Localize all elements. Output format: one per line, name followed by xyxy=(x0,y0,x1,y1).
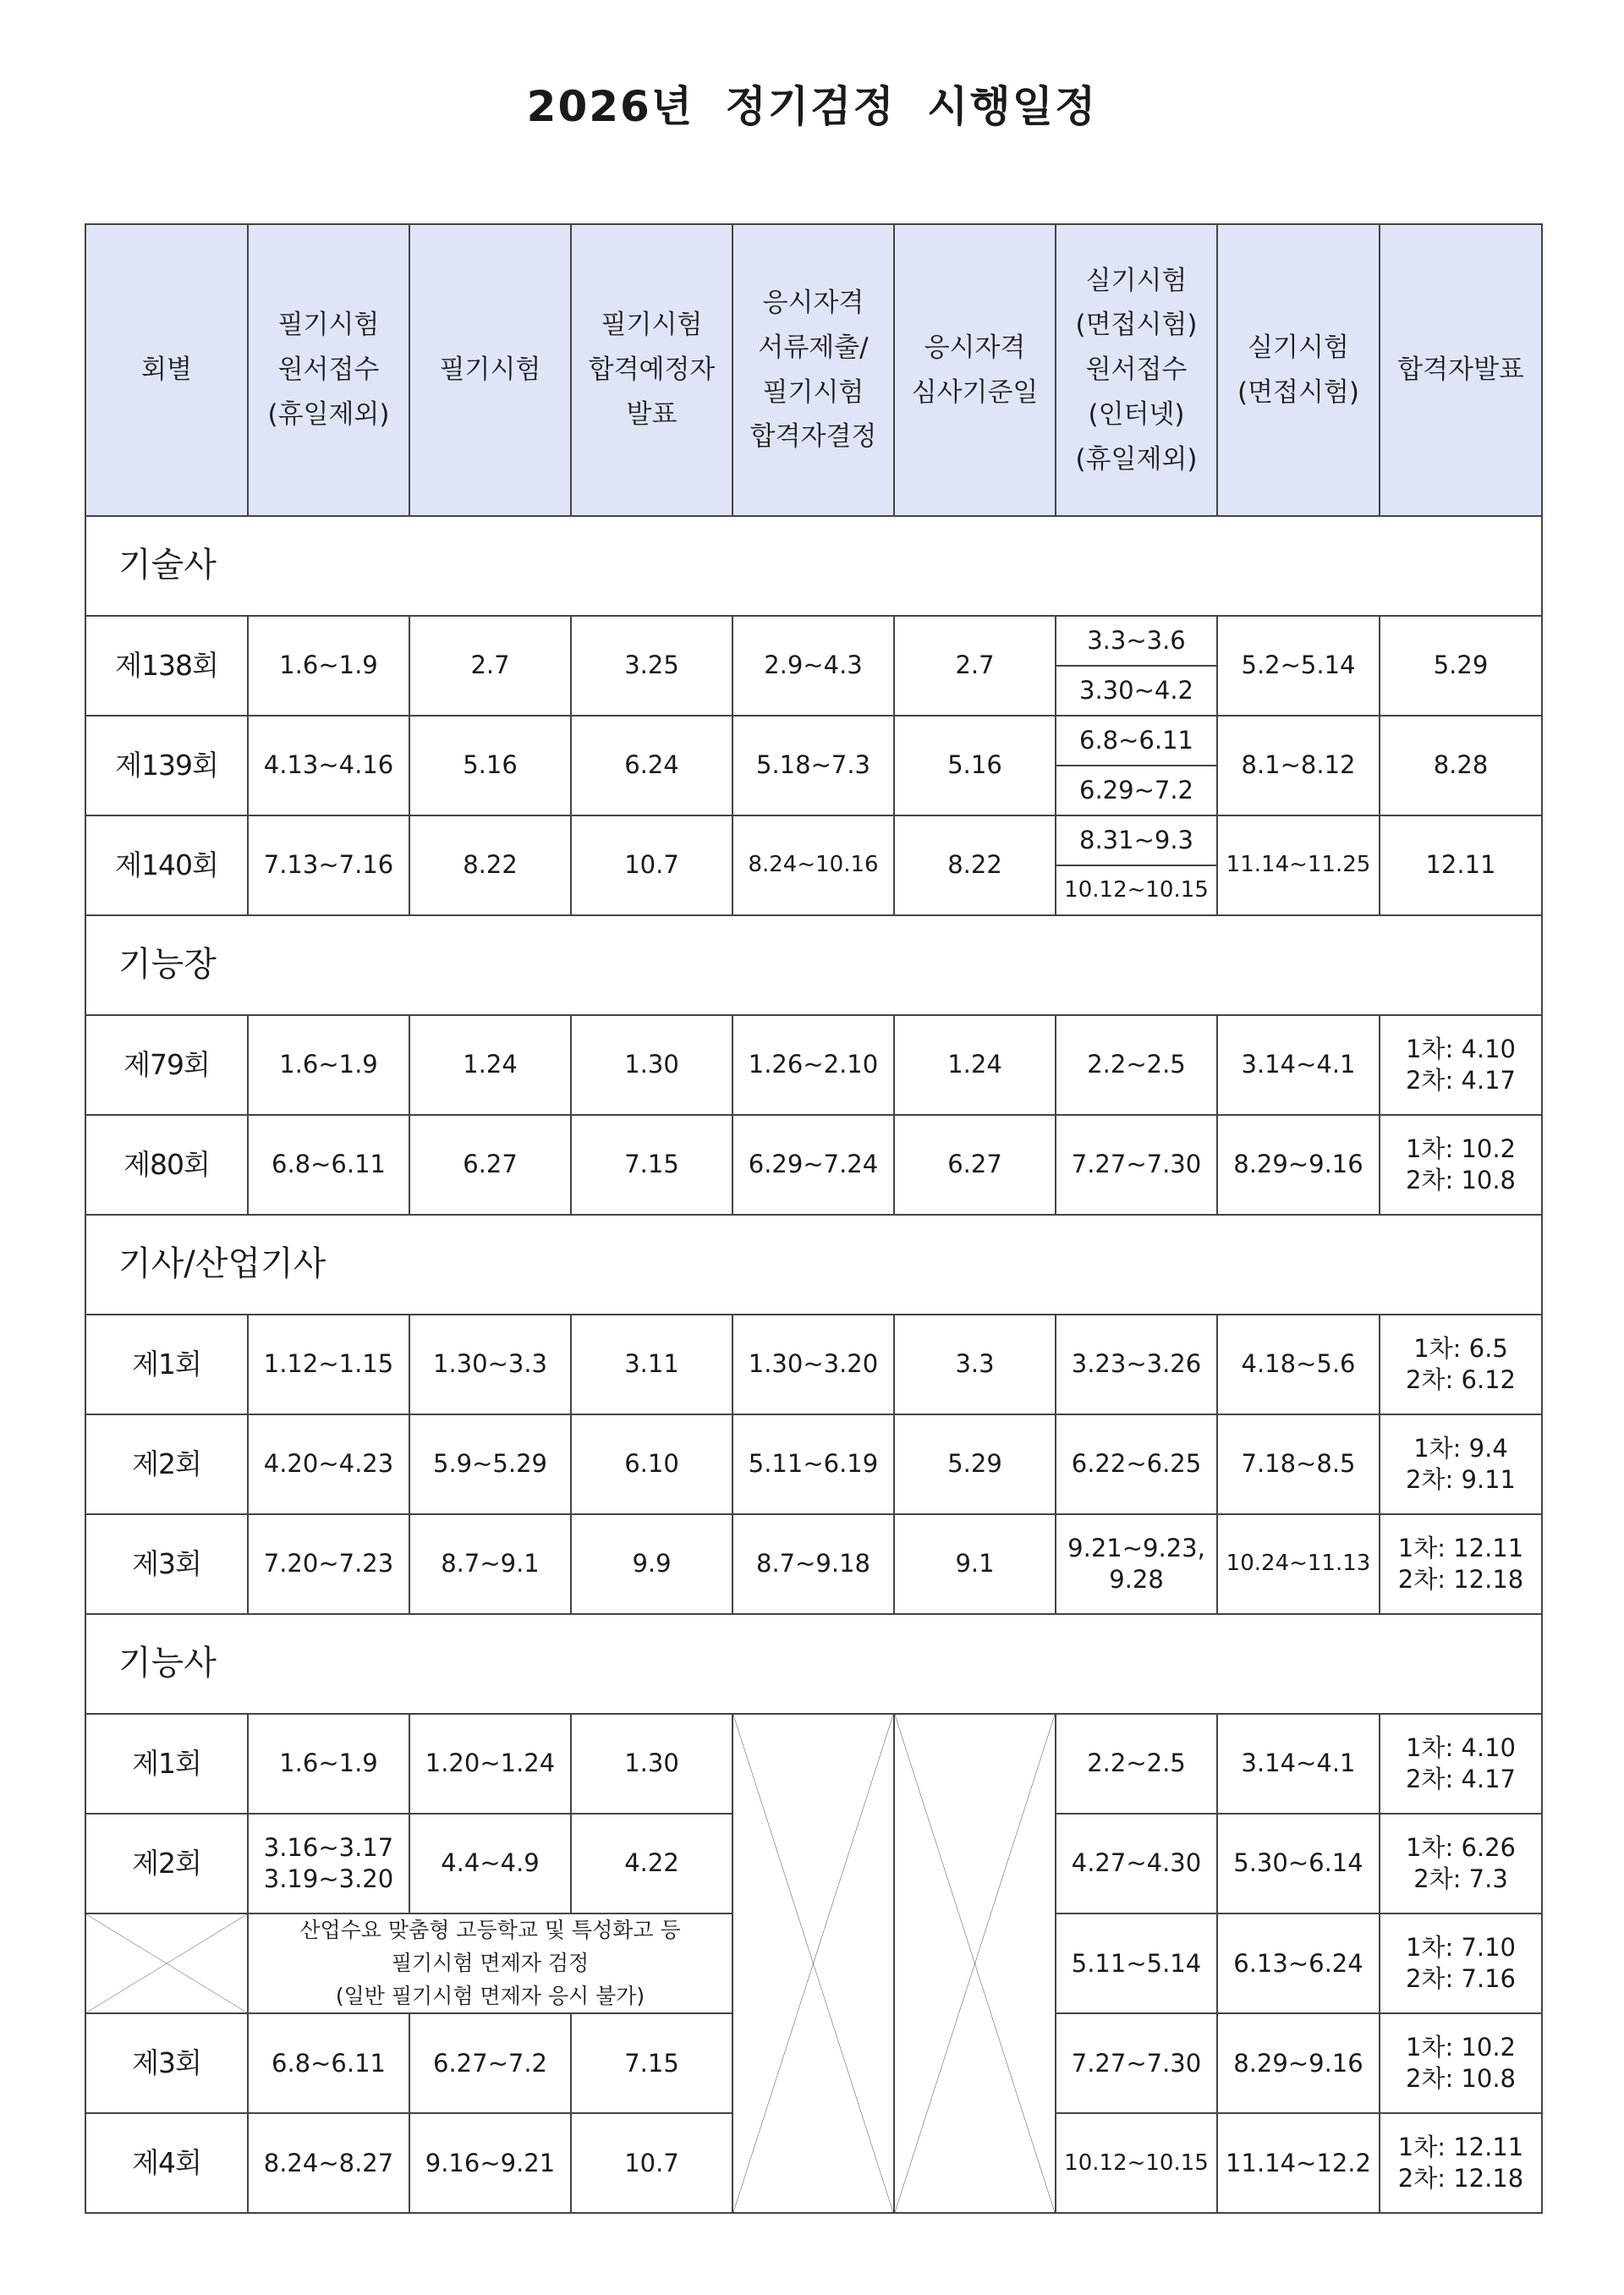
round-cell: 제2회 xyxy=(85,1814,248,1913)
documents-cell: 5.18~7.3 xyxy=(732,716,894,815)
practical-apply-cell: 9.21~9.23, 9.28 xyxy=(1056,1514,1217,1614)
exemption-note: 산업수요 맞춤형 고등학교 및 특성화고 등 필기시험 면제자 검정 (일반 필기시험 면제자 응시 불가) xyxy=(248,1913,732,2013)
final-result-cell: 12.11 xyxy=(1380,815,1542,915)
written-apply-cell: 3.16~3.17 3.19~3.20 xyxy=(248,1814,409,1913)
documents-cell: 8.24~10.16 xyxy=(732,815,894,915)
basis-date-cell: 1.24 xyxy=(894,1015,1056,1115)
table-row xyxy=(85,1015,1542,1115)
round-cell: 제1회 xyxy=(85,1315,248,1414)
header-practical-apply: 실기시험 (면접시험) 원서접수 (인터넷) (휴일제외) xyxy=(1056,224,1217,516)
practical-apply-cell: 3.3~3.6 xyxy=(1056,616,1217,666)
documents-cell: 1.26~2.10 xyxy=(732,1015,894,1115)
practical-exam-cell: 4.18~5.6 xyxy=(1217,1315,1380,1414)
table-row xyxy=(85,716,1542,766)
round-cell: 제1회 xyxy=(85,1714,248,1814)
written-pass-cell: 10.7 xyxy=(571,2113,732,2213)
round-cell: 제138회 xyxy=(85,616,248,716)
final-result-cell: 1차: 10.2 2차: 10.8 xyxy=(1380,2013,1542,2113)
header-written-pass: 필기시험 합격예정자 발표 xyxy=(571,224,732,516)
documents-cell: 1.30~3.20 xyxy=(732,1315,894,1414)
written-apply-cell: 1.6~1.9 xyxy=(248,1015,409,1115)
final-result-cell: 1차: 12.11 2차: 12.18 xyxy=(1380,1514,1542,1614)
written-exam-cell: 5.9~5.29 xyxy=(409,1414,571,1514)
practical-exam-cell: 5.30~6.14 xyxy=(1217,1814,1380,1913)
written-apply-cell: 1.12~1.15 xyxy=(248,1315,409,1414)
cross-out-mark xyxy=(86,1914,247,2012)
final-result-cell: 1차: 12.11 2차: 12.18 xyxy=(1380,2113,1542,2213)
written-pass-cell: 1.30 xyxy=(571,1714,732,1814)
practical-exam-cell: 3.14~4.1 xyxy=(1217,1015,1380,1115)
written-pass-cell: 6.10 xyxy=(571,1414,732,1514)
documents-cell: 6.29~7.24 xyxy=(732,1115,894,1215)
written-pass-cell: 7.15 xyxy=(571,2013,732,2113)
final-result-cell: 1차: 6.26 2차: 7.3 xyxy=(1380,1814,1542,1913)
written-pass-cell: 3.11 xyxy=(571,1315,732,1414)
practical-apply-cell: 5.11~5.14 xyxy=(1056,1913,1217,2013)
final-result-cell: 1차: 7.10 2차: 7.16 xyxy=(1380,1913,1542,2013)
page-title: 2026년 정기검정 시행일정 xyxy=(526,82,1098,131)
header-final-result: 합격자발표 xyxy=(1380,224,1542,516)
basis-date-cell: 6.27 xyxy=(894,1115,1056,1215)
practical-apply-cell: 10.12~10.15 xyxy=(1056,2113,1217,2213)
written-exam-cell: 1.30~3.3 xyxy=(409,1315,571,1414)
section-heading: 기술사 xyxy=(85,516,1542,616)
not-applicable-cell xyxy=(732,1714,894,2213)
practical-apply-cell: 7.27~7.30 xyxy=(1056,2013,1217,2113)
table-row xyxy=(85,1315,1542,1414)
header-row xyxy=(85,224,1542,516)
cross-out-mark xyxy=(895,1715,1055,2212)
practical-apply-cell: 7.27~7.30 xyxy=(1056,1115,1217,1215)
practical-apply-cell: 3.30~4.2 xyxy=(1056,666,1217,716)
written-exam-cell: 8.22 xyxy=(409,815,571,915)
table-row xyxy=(85,1414,1542,1514)
practical-exam-cell: 11.14~11.25 xyxy=(1217,815,1380,915)
practical-apply-cell: 2.2~2.5 xyxy=(1056,1714,1217,1814)
exam-schedule-table xyxy=(85,223,1543,2214)
round-cell: 제4회 xyxy=(85,2113,248,2213)
final-result-cell: 1차: 6.5 2차: 6.12 xyxy=(1380,1315,1542,1414)
final-result-cell: 1차: 4.10 2차: 4.17 xyxy=(1380,1015,1542,1115)
final-result-cell: 1차: 4.10 2차: 4.17 xyxy=(1380,1714,1542,1814)
documents-cell: 8.7~9.18 xyxy=(732,1514,894,1614)
final-result-cell: 1차: 9.4 2차: 9.11 xyxy=(1380,1414,1542,1514)
basis-date-cell: 2.7 xyxy=(894,616,1056,716)
written-apply-cell: 1.6~1.9 xyxy=(248,1714,409,1814)
written-apply-cell: 6.8~6.11 xyxy=(248,2013,409,2113)
written-exam-cell: 1.24 xyxy=(409,1015,571,1115)
practical-apply-cell: 6.29~7.2 xyxy=(1056,766,1217,815)
not-applicable-cell xyxy=(894,1714,1056,2213)
written-pass-cell: 10.7 xyxy=(571,815,732,915)
practical-apply-cell: 4.27~4.30 xyxy=(1056,1814,1217,1913)
practical-exam-cell: 6.13~6.24 xyxy=(1217,1913,1380,2013)
practical-exam-cell: 11.14~12.2 xyxy=(1217,2113,1380,2213)
header-written-apply: 필기시험 원서접수 (휴일제외) xyxy=(248,224,409,516)
basis-date-cell: 3.3 xyxy=(894,1315,1056,1414)
written-exam-cell: 9.16~9.21 xyxy=(409,2113,571,2213)
section-heading: 기사/산업기사 xyxy=(85,1215,1542,1315)
final-result-cell: 5.29 xyxy=(1380,616,1542,716)
basis-date-cell: 5.16 xyxy=(894,716,1056,815)
practical-exam-cell: 5.2~5.14 xyxy=(1217,616,1380,716)
round-cell: 제80회 xyxy=(85,1115,248,1215)
round-cell: 제140회 xyxy=(85,815,248,915)
written-pass-cell: 3.25 xyxy=(571,616,732,716)
written-exam-cell: 8.7~9.1 xyxy=(409,1514,571,1614)
header-practical-exam: 실기시험 (면접시험) xyxy=(1217,224,1380,516)
practical-apply-cell: 6.8~6.11 xyxy=(1056,716,1217,766)
table-row xyxy=(85,1514,1542,1614)
practical-exam-cell: 7.18~8.5 xyxy=(1217,1414,1380,1514)
final-result-cell: 1차: 10.2 2차: 10.8 xyxy=(1380,1115,1542,1215)
section-heading: 기능사 xyxy=(85,1614,1542,1714)
practical-exam-cell: 10.24~11.13 xyxy=(1217,1514,1380,1614)
written-exam-cell: 1.20~1.24 xyxy=(409,1714,571,1814)
table-row xyxy=(85,1115,1542,1215)
practical-apply-cell: 6.22~6.25 xyxy=(1056,1414,1217,1514)
written-apply-cell: 8.24~8.27 xyxy=(248,2113,409,2213)
header-documents: 응시자격 서류제출/ 필기시험 합격자결정 xyxy=(732,224,894,516)
written-apply-cell: 7.20~7.23 xyxy=(248,1514,409,1614)
practical-apply-cell: 3.23~3.26 xyxy=(1056,1315,1217,1414)
round-cell: 제79회 xyxy=(85,1015,248,1115)
written-exam-cell: 5.16 xyxy=(409,716,571,815)
written-pass-cell: 9.9 xyxy=(571,1514,732,1614)
table-row xyxy=(85,815,1542,865)
practical-exam-cell: 8.1~8.12 xyxy=(1217,716,1380,815)
basis-date-cell: 9.1 xyxy=(894,1514,1056,1614)
basis-date-cell: 8.22 xyxy=(894,815,1056,915)
section-heading: 기능장 xyxy=(85,915,1542,1015)
written-apply-cell: 4.20~4.23 xyxy=(248,1414,409,1514)
basis-date-cell: 5.29 xyxy=(894,1414,1056,1514)
header-written-exam: 필기시험 xyxy=(409,224,571,516)
written-pass-cell: 7.15 xyxy=(571,1115,732,1215)
written-apply-cell: 4.13~4.16 xyxy=(248,716,409,815)
written-pass-cell: 6.24 xyxy=(571,716,732,815)
practical-exam-cell: 8.29~9.16 xyxy=(1217,1115,1380,1215)
written-apply-cell: 1.6~1.9 xyxy=(248,616,409,716)
practical-exam-cell: 3.14~4.1 xyxy=(1217,1714,1380,1814)
written-apply-cell: 6.8~6.11 xyxy=(248,1115,409,1215)
round-cell: 제139회 xyxy=(85,716,248,815)
documents-cell: 5.11~6.19 xyxy=(732,1414,894,1514)
practical-exam-cell: 8.29~9.16 xyxy=(1217,2013,1380,2113)
practical-apply-cell: 10.12~10.15 xyxy=(1056,865,1217,915)
round-cell: 제2회 xyxy=(85,1414,248,1514)
written-pass-cell: 4.22 xyxy=(571,1814,732,1913)
practical-apply-cell: 8.31~9.3 xyxy=(1056,815,1217,865)
header-round: 회별 xyxy=(85,224,248,516)
written-apply-cell: 7.13~7.16 xyxy=(248,815,409,915)
round-cell: 제3회 xyxy=(85,2013,248,2113)
table-row xyxy=(85,616,1542,666)
written-exam-cell: 6.27 xyxy=(409,1115,571,1215)
practical-apply-cell: 2.2~2.5 xyxy=(1056,1015,1217,1115)
header-basis-date: 응시자격 심사기준일 xyxy=(894,224,1056,516)
cross-out-mark xyxy=(733,1715,893,2212)
written-pass-cell: 1.30 xyxy=(571,1015,732,1115)
documents-cell: 2.9~4.3 xyxy=(732,616,894,716)
written-exam-cell: 2.7 xyxy=(409,616,571,716)
table-row xyxy=(85,1714,1542,1814)
final-result-cell: 8.28 xyxy=(1380,716,1542,815)
written-exam-cell: 6.27~7.2 xyxy=(409,2013,571,2113)
round-cell: 제3회 xyxy=(85,1514,248,1614)
not-applicable-cell xyxy=(85,1913,248,2013)
written-exam-cell: 4.4~4.9 xyxy=(409,1814,571,1913)
